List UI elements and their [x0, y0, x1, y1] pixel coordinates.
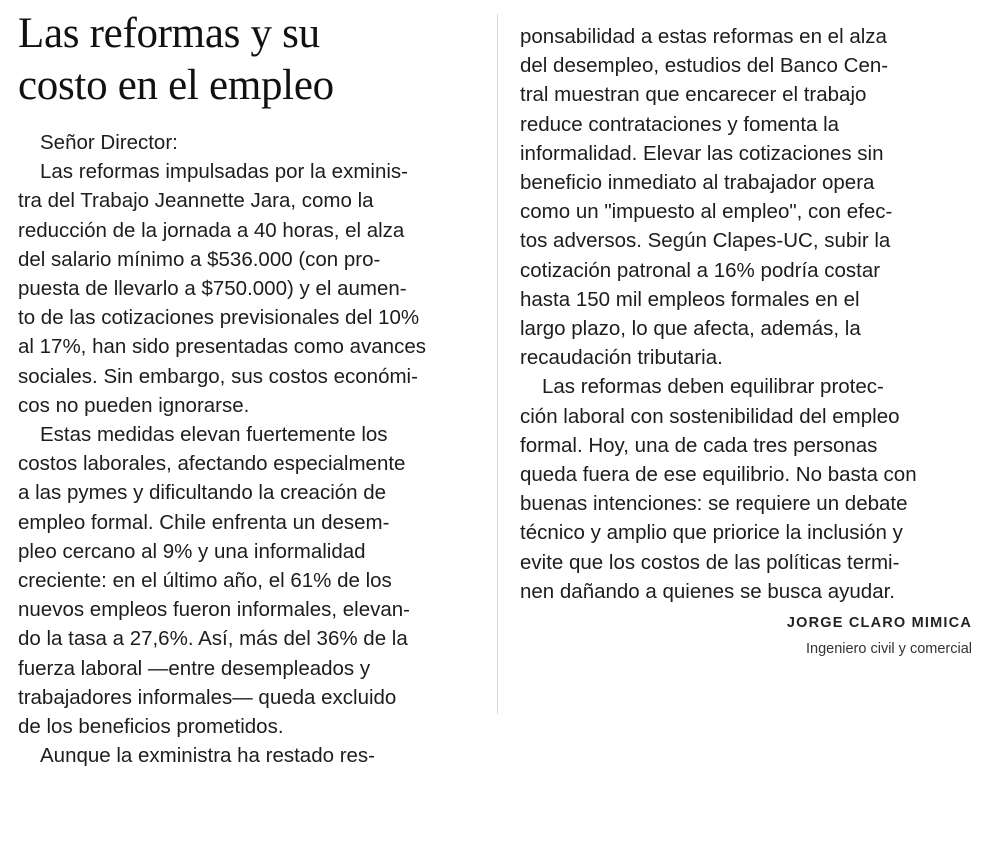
text-line: reduce contrataciones y fomenta la: [520, 112, 840, 136]
left-column: [18, 8, 478, 770]
text-line: reducción de la jornada a 40 horas, el alza: [18, 218, 405, 242]
text-line: cotización patronal a 16% podría costar: [520, 258, 881, 282]
right-column: [520, 22, 972, 660]
text-line: nen dañando a quienes se busca ayudar.: [520, 579, 895, 603]
text-line: ción laboral con sostenibilidad del empleo: [520, 404, 900, 428]
text-line: del salario mínimo a $536.000 (con pro-: [18, 247, 381, 271]
text-line: nuevos empleos fueron informales, elevan-: [18, 598, 410, 622]
right-paragraph-lines: [520, 22, 972, 606]
text-line: Las reformas impulsadas por la exminis-: [40, 160, 408, 184]
text-line: técnico y amplio que priorice la inclusión y: [520, 521, 903, 545]
text-line: Estas medidas elevan fuertemente los: [40, 423, 388, 447]
text-line: hasta 150 mil empleos formales en el: [520, 287, 860, 311]
text-line: buenas intenciones: se requiere un debate: [520, 492, 908, 516]
text-line: de los beneficios prometidos.: [18, 715, 284, 739]
author-role: Ingeniero civil y comercial: [805, 641, 972, 658]
text-line: sociales. Sin embargo, sus costos económi-: [18, 364, 418, 388]
text-line: largo plazo, lo que afecta, además, la: [520, 317, 861, 341]
text-line: como un "impuesto al empleo", con efec-: [520, 200, 893, 224]
text-line: beneficio inmediato al trabajador opera: [520, 171, 875, 195]
text-line: to de las cotizaciones previsionales del 10%: [18, 306, 420, 330]
text-line: informalidad. Elevar las cotizaciones sin: [520, 141, 884, 165]
headline: [18, 8, 478, 112]
text-line: costos laborales, afectando especialmente: [18, 452, 406, 476]
text-line: empleo formal. Chile enfrenta un desem-: [18, 510, 390, 534]
author-name: JORGE CLARO MIMICA: [786, 615, 972, 632]
left-body-text: [18, 128, 478, 770]
text-line: puesta de llevarlo a $750.000) y el aumen-: [18, 277, 407, 301]
text-line: ponsabilidad a estas reformas en el alza: [520, 25, 887, 48]
text-line: tos adversos. Según Clapes-UC, subir la: [520, 229, 891, 253]
text-line: queda fuera de ese equilibrio. No basta con: [520, 463, 917, 487]
text-line: Las reformas deben equilibrar protec-: [542, 375, 884, 399]
text-line: tra del Trabajo Jeannette Jara, como la: [18, 189, 374, 213]
text-line: a las pymes y dificultando la creación de: [18, 481, 387, 505]
text-line: fuerza laboral —entre desempleados y: [18, 656, 371, 680]
salutation: Señor Director:: [40, 131, 178, 154]
text-line: Aunque la exministra ha restado res-: [40, 744, 376, 768]
text-line: creciente: en el último año, el 61% de los: [18, 569, 392, 593]
headline-line: costo en el empleo: [18, 62, 334, 109]
text-line: evite que los costos de las políticas termi-: [520, 550, 900, 574]
text-line: del desempleo, estudios del Banco Cen-: [520, 54, 889, 78]
text-line: tral muestran que encarecer el trabajo: [520, 83, 867, 107]
text-line: cos no pueden ignorarse.: [18, 393, 250, 417]
text-line: do la tasa a 27,6%. Así, más del 36% de la: [18, 627, 408, 651]
right-body-text: [520, 22, 972, 606]
text-line: formal. Hoy, una de cada tres personas: [520, 433, 878, 457]
text-line: al 17%, han sido presentadas como avances: [18, 335, 426, 359]
column-divider: [497, 14, 498, 714]
left-paragraph-lines: [18, 157, 478, 770]
text-line: recaudación tributaria.: [520, 346, 723, 370]
text-line: trabajadores informales— queda excluido: [18, 685, 397, 709]
headline-line: Las reformas y su: [18, 10, 320, 57]
text-line: pleo cercano al 9% y una informalidad: [18, 539, 366, 563]
